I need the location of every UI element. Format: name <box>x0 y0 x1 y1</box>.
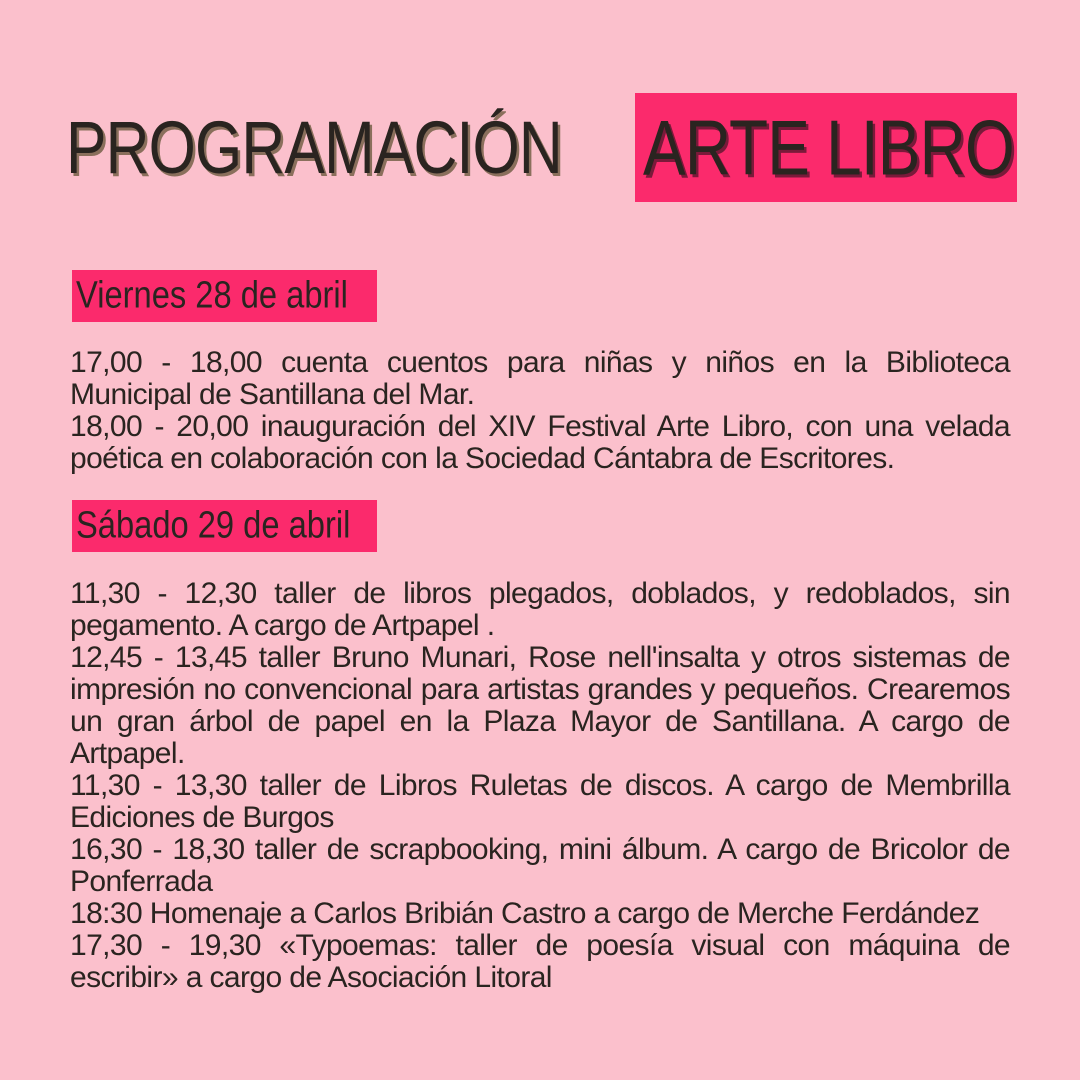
day-label-friday <box>72 270 377 322</box>
title-highlight-box <box>635 93 1017 202</box>
page-title <box>66 92 671 202</box>
title-highlight: ARTE LIBRO <box>643 103 1014 191</box>
day-label-saturday <box>72 500 377 552</box>
event-item: 16,30 - 18,30 taller de scrapbooking, mini álbum. A cargo de Bricolor de Ponferrada <box>70 833 1010 898</box>
event-item: 18,00 - 20,00 inauguración del XIV Festival Arte Libro, con una velada poética en colaboración con la Sociedad Cántabra de Escritores. <box>70 410 1010 475</box>
day-label-text: Viernes 28 de abril <box>76 274 348 317</box>
event-item: 18:30 Homenaje a Carlos Bribián Castro a cargo de Merche Ferdández <box>70 897 980 930</box>
title-main: PROGRAMACIÓN <box>66 105 562 189</box>
friday-events <box>70 347 1010 475</box>
saturday-events <box>70 578 1010 994</box>
event-item: 17,00 - 18,00 cuenta cuentos para niñas y niños en la Biblioteca Municipal de Santillana del Mar. <box>70 346 1010 411</box>
event-item: 17,30 - 19,30 «Typoemas: taller de poesía visual con máquina de escribir» a cargo de Asociación Litoral <box>70 929 1010 994</box>
day-label-text: Sábado 29 de abril <box>76 504 351 547</box>
event-item: 11,30 - 12,30 taller de libros plegados, doblados, y redoblados, sin pegamento. A cargo de Artpapel . <box>70 577 1010 642</box>
event-item: 12,45 - 13,45 taller Bruno Munari, Rose nell'insalta y otros sistemas de impresión no convencional para artistas grandes y pequeños. Crearemos un gran árbol de papel en la Plaza Mayor de Santillana. A cargo de Artpapel. <box>70 641 1010 770</box>
event-item: 11,30 - 13,30 taller de Libros Ruletas de discos. A cargo de Membrilla Ediciones de Burgos <box>70 769 1010 834</box>
